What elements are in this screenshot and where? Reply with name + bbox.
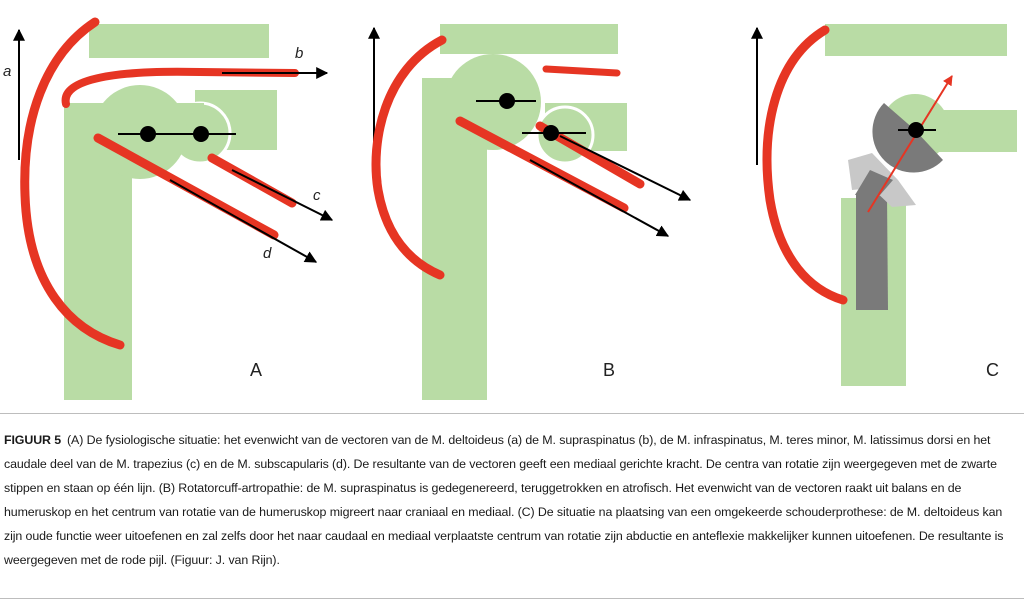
vector-d-arrow — [530, 160, 668, 236]
prosthesis-stem — [856, 195, 888, 310]
deltoid-muscle — [767, 30, 843, 300]
vector-b-label: b — [295, 45, 304, 62]
vector-c-label: c — [313, 187, 321, 204]
rotation-center — [908, 122, 924, 138]
acromion-bone — [440, 24, 618, 54]
figure-caption — [4, 428, 1020, 572]
panel-c-letter: C — [986, 360, 999, 380]
glenoid-rotation-center — [193, 126, 209, 142]
figure-label: FIGUUR 5 — [4, 433, 62, 447]
humeral-rotation-center — [140, 126, 156, 142]
panel-b — [374, 24, 690, 400]
vector-d-label: d — [263, 245, 272, 262]
caption-bottom-rule — [0, 598, 1024, 599]
panel-b-letter: B — [603, 360, 616, 380]
panel-c — [757, 24, 1017, 386]
humeral-rotation-center — [499, 93, 515, 109]
caption-top-rule — [0, 413, 1024, 414]
vector-d-arrow — [170, 180, 316, 262]
glenoid-rotation-center — [543, 125, 559, 141]
panel-a-letter: A — [250, 360, 263, 380]
acromion-bone — [89, 24, 269, 58]
supraspinatus-muscle — [546, 69, 617, 73]
acromion-bone — [825, 24, 1007, 56]
panel-a — [3, 22, 332, 400]
vector-a-label: a — [3, 63, 12, 80]
caption-text: (A) De fysiologische situatie: het evenwicht van de vectoren van de M. deltoideus (a) de M. supraspinatus (b), de M. infraspinatus, M. teres minor, M. latissimus dorsi en het caudale deel van de M. trapezius (c) en de M. subscapularis (d). De resultante van de vectoren geeft een mediaal gerichte kracht. De centra van rotatie zijn weergegeven met de zwarte stippen en staan op één lijn. (B) Rotatorcuff-artropathie: de M. supraspinatus is gedegenereerd, teruggetrokken en atrofisch. Het evenwicht van de vectoren raakt uit balans en de humeruskop en het centrum van rotatie van de humeruskop migreert naar craniaal en mediaal. (C) De situatie na plaatsing van een omgekeerde schouderprothese: de M. deltoideus kan zijn oude functie weer uitoefenen en zal zelfs door het naar caudaal en mediaal verplaatste centrum van rotatie zijn abductie en anteflexie makkelijker kunnen uitoefenen. De resultante is weergegeven met de rode pijl. (Figuur: J. van Rijn). — [4, 433, 1004, 567]
